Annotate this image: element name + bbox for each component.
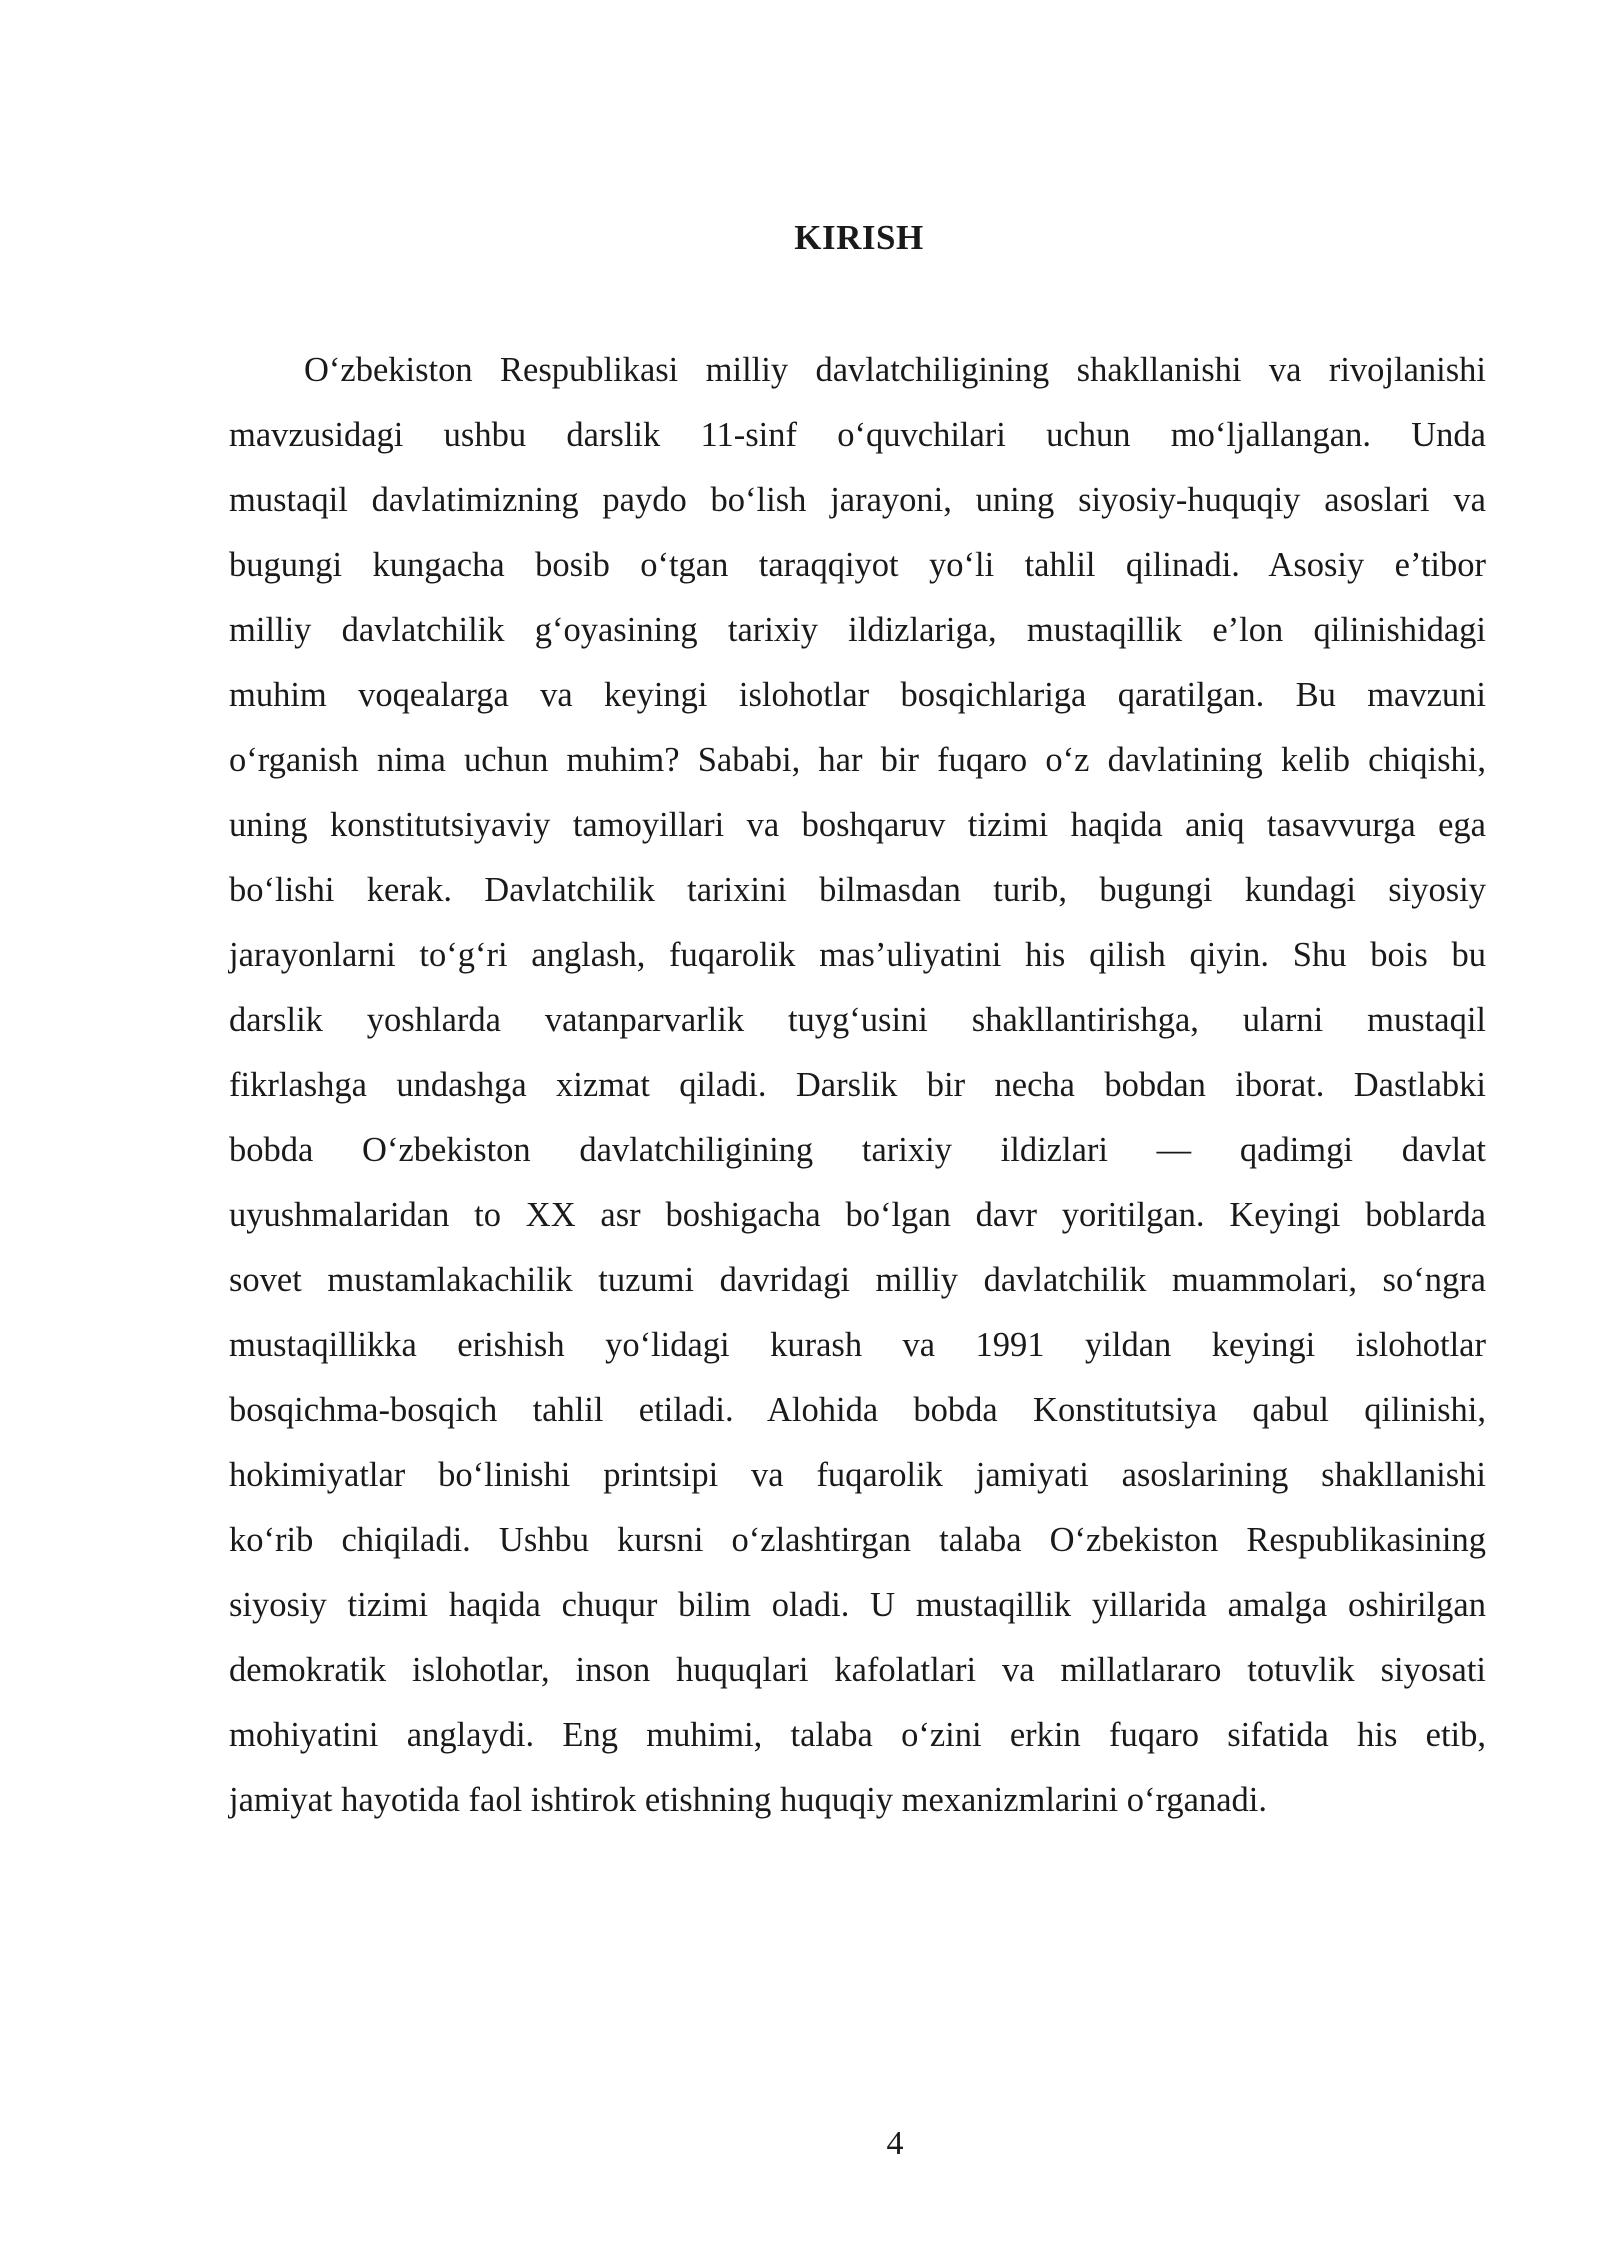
paragraph-line: o‘rganish nima uchun muhim? Sababi, har bir fuqaro o‘z davlatining kelib chiqishi, [229,741,1486,779]
paragraph-line: jamiyat hayotida faol ishtirok etishning huquqiy mexanizmlarini o‘rganadi. [229,1781,1267,1819]
paragraph-line: uyushmalaridan to XX asr boshigacha bo‘lgan davr yoritilgan. Keyingi boblarda [229,1196,1486,1234]
paragraph-line: uning konstitutsiyaviy tamoyillari va boshqaruv tizimi haqida aniq tasavvurga ega [229,806,1486,844]
paragraph-line: siyosiy tizimi haqida chuqur bilim oladi. U mustaqillik yillarida amalga oshirilgan [229,1586,1486,1624]
paragraph-line: muhim voqealarga va keyingi islohotlar bosqichlariga qaratilgan. Bu mavzuni [229,676,1486,714]
paragraph-line: mustaqil davlatimizning paydo bo‘lish jarayoni, uning siyosiy-huquqiy asoslari va [229,481,1486,519]
paragraph-line: bobda O‘zbekiston davlatchiligining tarixiy ildizlari — qadimgi davlat [229,1131,1486,1169]
paragraph-line: hokimiyatlar bo‘linishi printsipi va fuqarolik jamiyati asoslarining shakllanishi [229,1456,1486,1494]
paragraph-line: darslik yoshlarda vatanparvarlik tuyg‘usini shakllantirishga, ularni mustaqil [229,1001,1486,1039]
body-paragraph [229,338,1486,1833]
paragraph-line: bosqichma-bosqich tahlil etiladi. Alohida bobda Konstitutsiya qabul qilinishi, [229,1391,1486,1429]
paragraph-line: fikrlashga undashga xizmat qiladi. Darslik bir necha bobdan iborat. Dastlabki [229,1066,1486,1104]
paragraph-line: mohiyatini anglaydi. Eng muhimi, talaba o‘zini erkin fuqaro sifatida his etib, [229,1716,1486,1754]
paragraph-line: milliy davlatchilik g‘oyasining tarixiy ildizlariga, mustaqillik e’lon qilinishidagi [229,611,1486,649]
paragraph-line: jarayonlarni to‘g‘ri anglash, fuqarolik mas’uliyatini his qilish qiyin. Shu bois bu [229,936,1486,974]
paragraph-line: ko‘rib chiqiladi. Ushbu kursni o‘zlashtirgan talaba O‘zbekiston Respublikasining [229,1521,1486,1559]
paragraph-line: mavzusidagi ushbu darslik 11-sinf o‘quvchilari uchun mo‘ljallangan. Unda [229,416,1486,454]
paragraph-line: sovet mustamlakachilik tuzumi davridagi milliy davlatchilik muammolari, so‘ngra [229,1261,1486,1299]
paragraph-line: mustaqillikka erishish yo‘lidagi kurash va 1991 yildan keyingi islohotlar [229,1326,1486,1364]
paragraph-line: O‘zbekiston Respublikasi milliy davlatchiligining shakllanishi va rivojlanishi [304,351,1486,389]
paragraph-line: demokratik islohotlar, inson huquqlari kafolatlari va millatlararo totuvlik siyosati [229,1651,1486,1689]
paragraph-line: bugungi kungacha bosib o‘tgan taraqqiyot yo‘li tahlil qilinadi. Asosiy e’tibor [229,546,1486,584]
paragraph-line: bo‘lishi kerak. Davlatchilik tarixini bilmasdan turib, bugungi kundagi siyosiy [229,871,1486,909]
page-number: 4 [886,2125,904,2162]
page-title: KIRISH [794,218,924,257]
